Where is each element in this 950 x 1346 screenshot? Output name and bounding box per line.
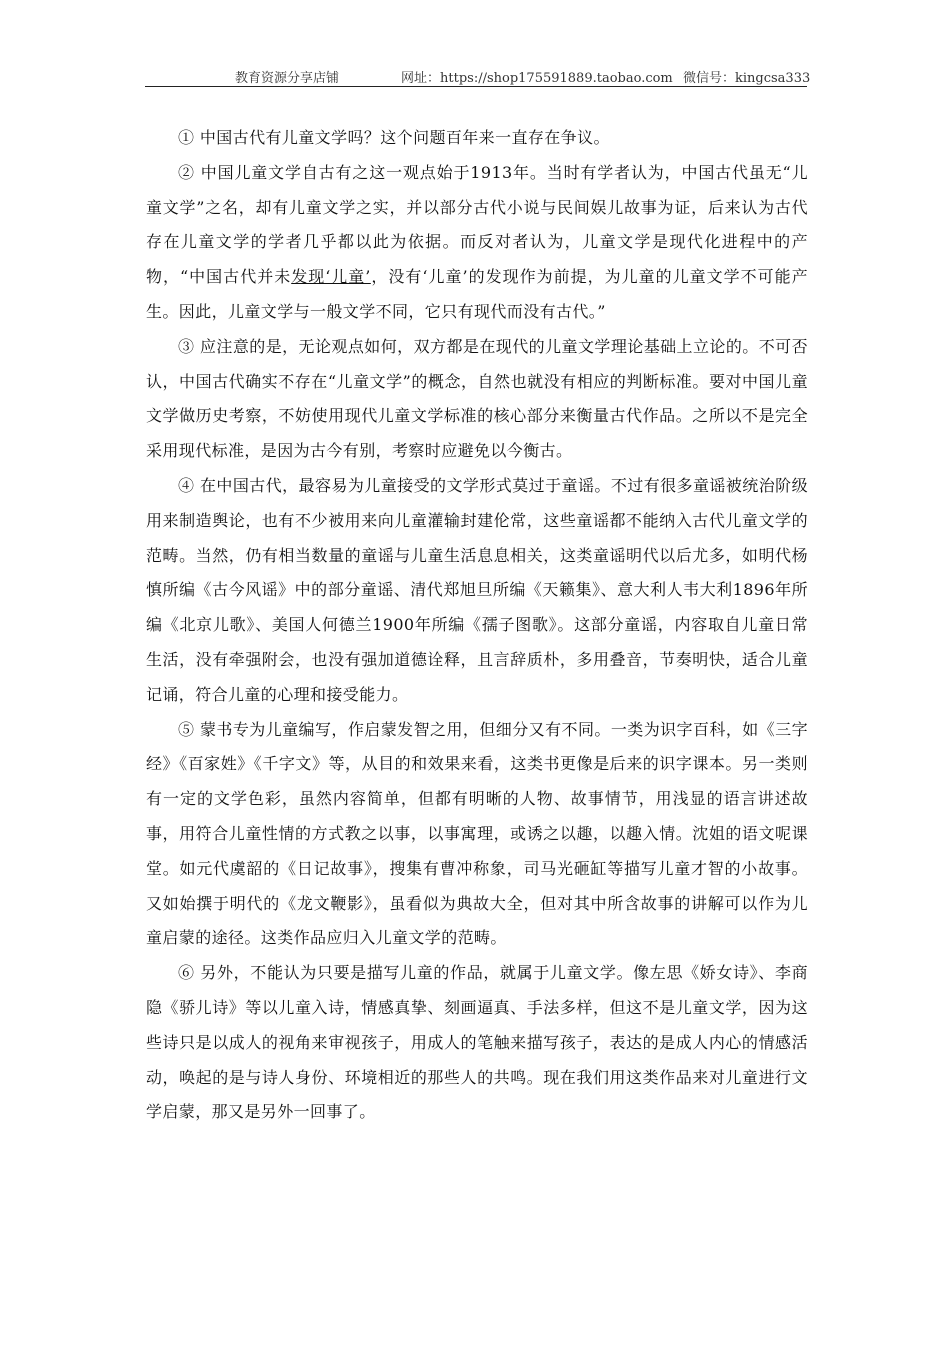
paragraph-2-text-a: ② 中国儿童文学自古有之这一观点始于1913年。当时有学者认为，中国古代虽无“儿童文学”之名，却有儿童文学之实，并以部分古代小说与民间娱儿故事为证，后来认为古代存在儿童文学的学者几乎都以此为依据。而反对者认为，儿童文学是现代化进程中的产物，“中国古代并未 (146, 162, 808, 287)
paragraph-1: ① 中国古代有儿童文学吗？这个问题百年来一直存在争议。 (178, 128, 610, 147)
underlined-phrase: 发现‘儿童’ (291, 267, 371, 287)
paragraph-2-text-b: ，没有‘儿童’的发现作为前提，为儿童的儿童文学不可能产生。因此，儿童文学与一般文学不同，它只有现代而没有古代。” (146, 267, 809, 321)
header-wechat: 微信号：kingcsa333 (683, 71, 811, 86)
header-shop-name: 教育资源分享店铺 (235, 71, 340, 86)
paragraph-3: ③ 应注意的是，无论观点如何，双方都是在现代的儿童文学理论基础上立论的。不可否认，中国古代确实不存在“儿童文学”的概念，自然也就没有相应的判断标准。要对中国儿童文学做历史考察，不妨使用现代儿童文学标准的核心部分来衡量古代作品。之所以不是完全采用现代标准，是因为古今有别，考察时应避免以今衡古。 (146, 336, 808, 461)
paragraph-4: ④ 在中国古代，最容易为儿童接受的文学形式莫过于童谣。不过有很多童谣被统治阶级用来制造舆论，也有不少被用来向儿童灌输封建伦常，这些童谣都不能纳入古代儿童文学的范畴。当然，仍有相当数量的童谣与儿童生活息息相关，这类童谣明代以后尤多，如明代杨慎所编《古今风谣》中的部分童谣、清代郑旭旦所编《天籁集》、意大利人韦大利1896年所编《北京儿歌》、美国人何德兰1900年所编《孺子图歌》。这部分童谣，内容取自儿童日常生活，没有牵强附会，也没有强加道德诠释，且言辞质朴，多用叠音，节奏明快，适合儿童记诵，符合儿童的心理和接受能力。 (146, 475, 808, 704)
article-body (146, 121, 808, 1130)
paragraph-6: ⑥ 另外，不能认为只要是描写儿童的作品，就属于儿童文学。像左思《娇女诗》、李商隐《骄儿诗》等以儿童入诗，情感真挚、刻画逼真、手法多样，但这不是儿童文学，因为这些诗只是以成人的视角来审视孩子，用成人的笔触来描写孩子，表达的是成人内心的情感活动，唤起的是与诗人身份、环境相近的那些人的共鸣。现在我们用这类作品来对儿童进行文学启蒙，那又是另外一回事了。 (146, 963, 808, 1122)
paragraph-5: ⑤ 蒙书专为儿童编写，作启蒙发智之用，但细分又有不同。一类为识字百科，如《三字经》《百家姓》《千字文》等，从目的和效果来看，这类书更像是后来的识字课本。另一类则有一定的文学色彩，虽然内容简单，但都有明晰的人物、故事情节，用浅显的语言讲述故事，用符合儿童性情的方式教之以事，以事寓理，或诱之以趣，以趣入情。沈姐的语文呢课堂。如元代虞韶的《日记故事》，搜集有曹冲称象，司马光砸缸等描写儿童才智的小故事。又如始撰于明代的《龙文鞭影》，虽看似为典故大全，但对其中所含故事的讲解可以作为儿童启蒙的途径。这类作品应归入儿童文学的范畴。 (146, 719, 808, 948)
page-header (145, 64, 811, 87)
paragraph-2 (146, 156, 808, 330)
header-url: 网址：https://shop175591889.taobao.com (401, 71, 673, 86)
